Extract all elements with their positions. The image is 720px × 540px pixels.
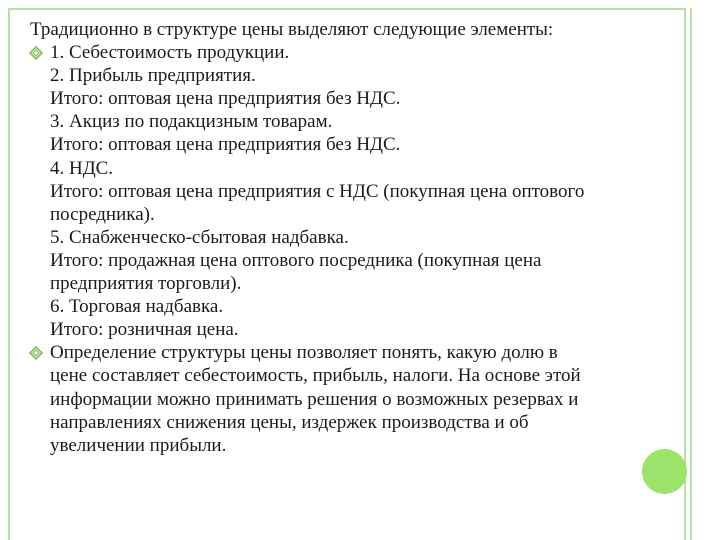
bullet-line: 2. Прибыль предприятия. — [50, 65, 256, 87]
bullet-line: информации можно принимать решения о возможных резервах и — [50, 388, 579, 410]
bullet-line: Итого: оптовая цена предприятия с НДС (покупная цена оптового — [50, 180, 585, 202]
decorative-green-circle — [642, 449, 687, 494]
bullet-line: 6. Торговая надбавка. — [50, 296, 224, 318]
diamond-bullet-icon — [29, 346, 43, 360]
bullet-price-elements — [28, 41, 680, 341]
bullet-line: 1. Себестоимость продукции. — [50, 42, 290, 64]
bullet-line: цене составляет себестоимость, прибыль, налоги. На основе этой — [50, 365, 581, 387]
slide-content — [28, 18, 680, 457]
bullet-line: 3. Акциз по подакцизным товарам. — [50, 111, 333, 133]
bullet-structure-purpose — [28, 341, 680, 456]
bullet-line: Итого: продажная цена оптового посредника (покупная цена — [50, 249, 542, 271]
bullet-line: предприятия торговли). — [50, 273, 242, 295]
bullet-line: направлениях снижения цены, издержек производства и об — [50, 411, 529, 433]
frame-top-line — [8, 8, 684, 10]
frame-left-line — [8, 8, 10, 540]
frame-right-outer-line — [690, 8, 692, 540]
bullet-line: Итого: розничная цена. — [50, 319, 239, 341]
bullet-line: Определение структуры цены позволяет понять, какую долю в — [50, 342, 558, 364]
bullet-line: 4. НДС. — [50, 157, 114, 179]
intro-text: Традиционно в структуре цены выделяют следующие элементы: — [30, 19, 554, 40]
bullet-line: увеличении прибыли. — [50, 434, 227, 456]
bullet-line: Итого: оптовая цена предприятия без НДС. — [50, 88, 401, 110]
bullet-line: Итого: оптовая цена предприятия без НДС. — [50, 134, 401, 156]
diamond-bullet-icon — [29, 46, 43, 60]
bullet-line: 5. Снабженческо-сбытовая надбавка. — [50, 226, 349, 248]
bullet-line: посредника). — [50, 203, 155, 225]
